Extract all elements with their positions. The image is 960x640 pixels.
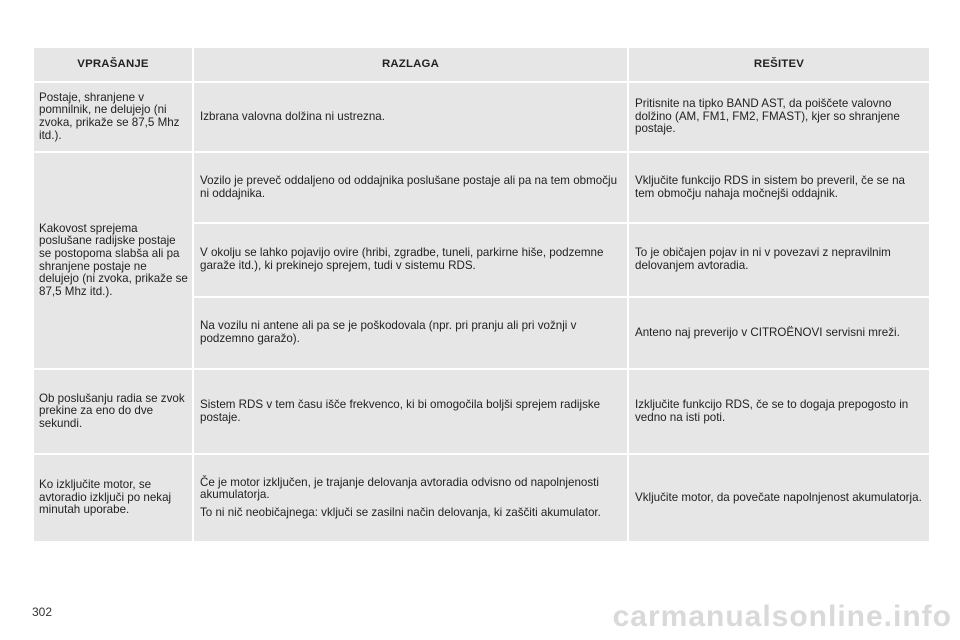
explanation-cell: Vozilo je preveč oddaljeno od oddajnika poslušane postaje ali pa na tem območju ni oddajnika. [193,152,628,223]
question-cell: Kakovost sprejema poslušane radijske postaje se postopoma slabša ali pa shranjene postaje ne delujejo (ni zvoka, prikaže se 87,5 Mhz itd.). [33,152,193,369]
header-explanation: RAZLAGA [193,47,628,82]
table-header-row [33,47,930,82]
explanation-cell [193,454,628,542]
explanation-cell: V okolju se lahko pojavijo ovire (hribi, zgradbe, tuneli, parkirne hiše, podzemne garaže itd.), ki prekinejo sprejem, tudi v sistemu RDS. [193,223,628,297]
explanation-paragraph: To ni nič neobičajnega: vključi se zasilni način delovanja, ki zaščiti akumulator. [200,505,601,519]
question-cell: Ob poslušanju radia se zvok prekine za eno do dve sekundi. [33,369,193,454]
table-row [33,454,930,542]
header-solution: REŠITEV [628,47,930,82]
question-cell: Postaje, shranjene v pomnilnik, ne delujejo (ni zvoka, prikaže se 87,5 Mhz itd.). [33,82,193,152]
solution-cell: Vključite funkcijo RDS in sistem bo preveril, če se na tem območju nahaja močnejši oddajnik. [628,152,930,223]
explanation-cell: Izbrana valovna dolžina ni ustrezna. [193,82,628,152]
question-cell: Ko izključite motor, se avtoradio izključi po nekaj minutah uporabe. [33,454,193,542]
explanation-cell: Sistem RDS v tem času išče frekvenco, ki bi omogočila boljši sprejem radijske postaje. [193,369,628,454]
page-number: 302 [32,605,53,619]
troubleshooting-table [32,46,931,543]
solution-cell: Pritisnite na tipko BAND AST, da poiščete valovno dolžino (AM, FM1, FM2, FMAST), kjer so shranjene postaje. [628,82,930,152]
solution-cell: Vključite motor, da povečate napolnjenost akumulatorja. [628,454,930,542]
solution-cell: Anteno naj preverijo v CITROËNOVI servisni mreži. [628,297,930,369]
solution-cell: To je običajen pojav in ni v povezavi z nepravilnim delovanjem avtoradia. [628,223,930,297]
explanation-paragraph: Če je motor izključen, je trajanje delovanja avtoradia odvisno od napolnjenosti akumulatorja. [200,475,599,502]
table-row [33,369,930,454]
header-question: VPRAŠANJE [33,47,193,82]
watermark: carmanualsonline.info [612,600,952,633]
explanation-cell: Na vozilu ni antene ali pa se je poškodovala (npr. pri pranju ali pri vožnji v podzemno garažo). [193,297,628,369]
table-row [33,152,930,223]
table-row [33,82,930,152]
solution-cell: Izključite funkcijo RDS, če se to dogaja prepogosto in vedno na isti poti. [628,369,930,454]
